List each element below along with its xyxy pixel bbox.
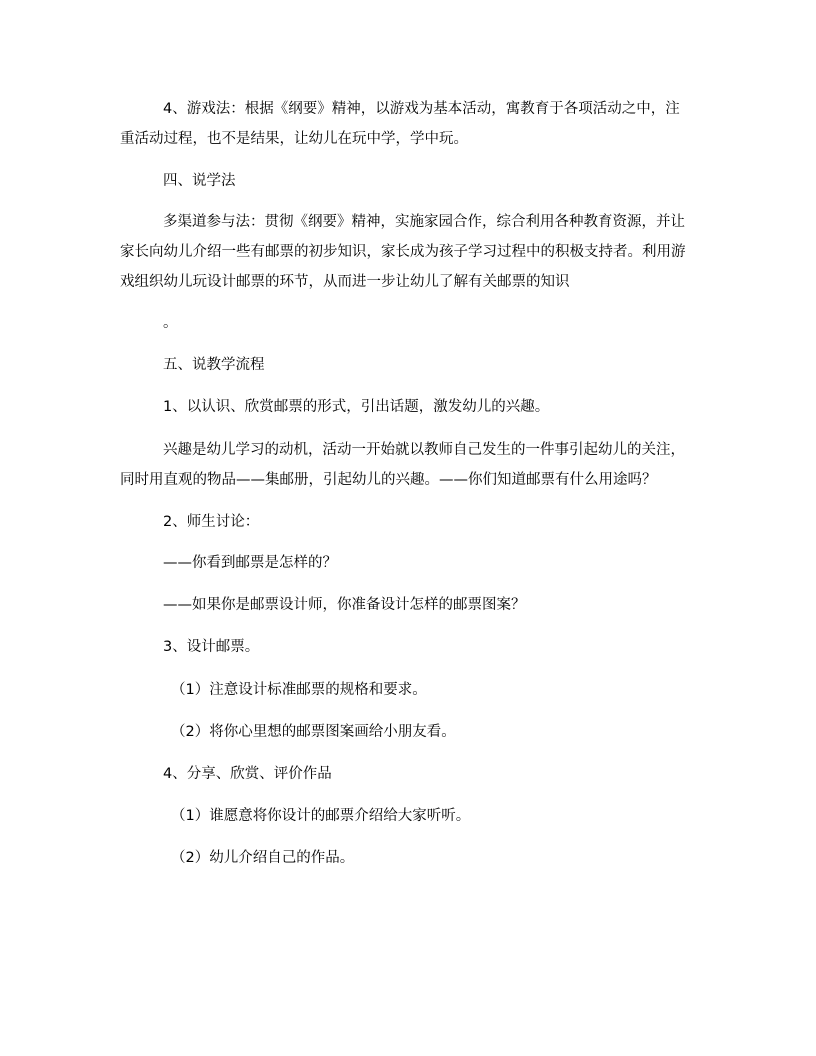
text-line: 重活动过程，也不是结果，让幼儿在玩中学，学中玩。: [120, 131, 468, 147]
step-3-item-1: [120, 675, 696, 705]
text-line: 2、师生讨论：: [163, 514, 260, 530]
paragraph-multichannel: [120, 207, 696, 297]
step-3-item-2: [120, 717, 696, 747]
heading-learning-method: [120, 166, 696, 196]
paragraph-game-method: [120, 94, 696, 154]
step-4-item-1: [120, 801, 696, 831]
text-line: 戏组织幼儿玩设计邮票的环节，从而进一步让幼儿了解有关邮票的知识: [120, 274, 570, 290]
text-line: 。: [163, 315, 178, 331]
step-3-heading: [120, 632, 696, 662]
text-line: 多渠道参与法：贯彻《纲要》精神，实施家园合作，综合利用各种教育资源，并让: [163, 214, 685, 230]
step-2-heading: [120, 507, 696, 537]
text-line: 4、游戏法：根据《纲要》精神，以游戏为基本活动，寓教育于各项活动之中，注: [163, 101, 680, 117]
text-line: 4、分享、欣赏、评价作品: [163, 766, 332, 782]
text-line: 四、说学法: [163, 173, 236, 189]
text-line: ——如果你是邮票设计师，你准备设计怎样的邮票图案？: [163, 597, 526, 613]
step-1-heading: [120, 392, 696, 422]
text-line: 家长向幼儿介绍一些有邮票的初步知识，家长成为孩子学习过程中的积极支持者。利用游: [120, 244, 686, 260]
text-line: ——你看到邮票是怎样的？: [163, 555, 337, 571]
paragraph-interest: [120, 435, 696, 495]
discussion-question-2: [120, 590, 696, 620]
text-line: 1、以认识、欣赏邮票的形式，引出话题，激发幼儿的兴趣。: [163, 399, 550, 415]
text-line: 五、说教学流程: [163, 357, 265, 373]
text-line: （1）谁愿意将你设计的邮票介绍给大家听听。: [171, 808, 471, 824]
paragraph-period: [120, 308, 696, 338]
step-4-heading: [120, 759, 696, 789]
text-line: 同时用直观的物品——集邮册，引起幼儿的兴趣。——你们知道邮票有什么用途吗？: [120, 472, 657, 488]
discussion-question-1: [120, 548, 696, 578]
heading-teaching-process: [120, 350, 696, 380]
step-4-item-2: [120, 843, 696, 873]
text-line: （1）注意设计标准邮票的规格和要求。: [171, 682, 427, 698]
text-line: （2）幼儿介绍自己的作品。: [171, 850, 355, 866]
text-line: 兴趣是幼儿学习的动机，活动一开始就以教师自己发生的一件事引起幼儿的关注，: [163, 442, 685, 458]
text-line: 3、设计邮票。: [163, 639, 260, 655]
text-line: （2）将你心里想的邮票图案画给小朋友看。: [171, 724, 456, 740]
